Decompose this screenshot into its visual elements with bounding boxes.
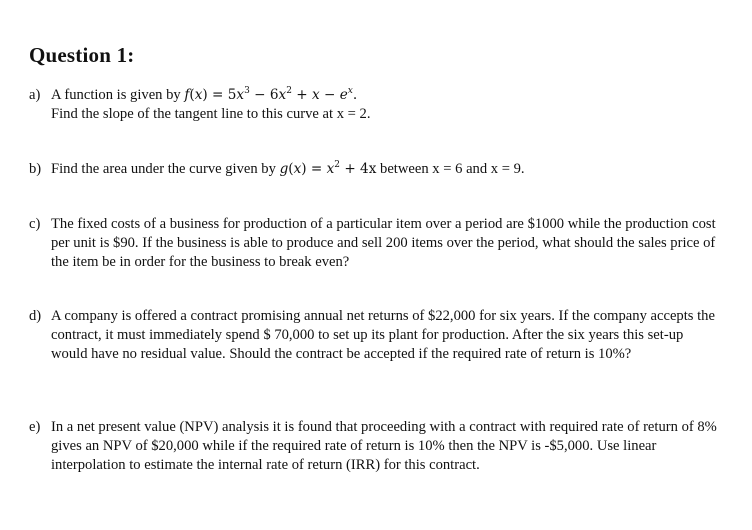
question-a-intro: A function is given by (51, 87, 181, 103)
question-d-marker: d) (29, 308, 42, 324)
question-e-text: In a net present value (NPV) analysis it is found that proceeding with a contract with required rate of return of 8% gives an NPV of $20,000 while if the required rate of return is 10% then the NPV is -$5,000. Use linear interpolation to estimate the internal rate of return (IRR) for this contract. (51, 419, 717, 474)
question-a-line1 (51, 86, 719, 105)
question-b (29, 160, 719, 179)
question-c-text: The fixed costs of a business for production of a particular item over a period are $1000 while the production cost per unit is $90. If the business is able to produce and sell 200 items over the period, what should the sales price of the item be in order for the business to break even? (51, 216, 716, 271)
function-f-formula: $f(x) = 5x^3 - 6x^2 + x - e^x$. (184, 86, 358, 103)
question-b-marker: b) (29, 161, 42, 177)
question-d-text: A company is offered a contract promising annual net returns of $22,000 for six years. If the company accepts the contract, it must immediately spend $ 70,000 to set up its plant for production. After the six years this set-up would have no residual value. Should the contract be accepted if the required rate of return is 10%? (51, 308, 715, 363)
function-g-formula: $g(x) = x^2 + 4x$ (279, 160, 377, 177)
question-c-marker: c) (29, 216, 41, 232)
question-a-marker: a) (29, 87, 41, 103)
question-c (29, 215, 719, 273)
question-b-bounds: between x = 6 and x = 9. (380, 161, 525, 177)
question-a-line2: Find the slope of the tangent line to this curve at x = 2. (51, 106, 371, 123)
question-e-marker: e) (29, 419, 41, 435)
question-d (29, 307, 719, 365)
question-e (29, 418, 719, 476)
page-title: Question 1: (29, 43, 135, 67)
question-a (29, 86, 719, 124)
question-b-intro: Find the area under the curve given by (51, 161, 276, 177)
